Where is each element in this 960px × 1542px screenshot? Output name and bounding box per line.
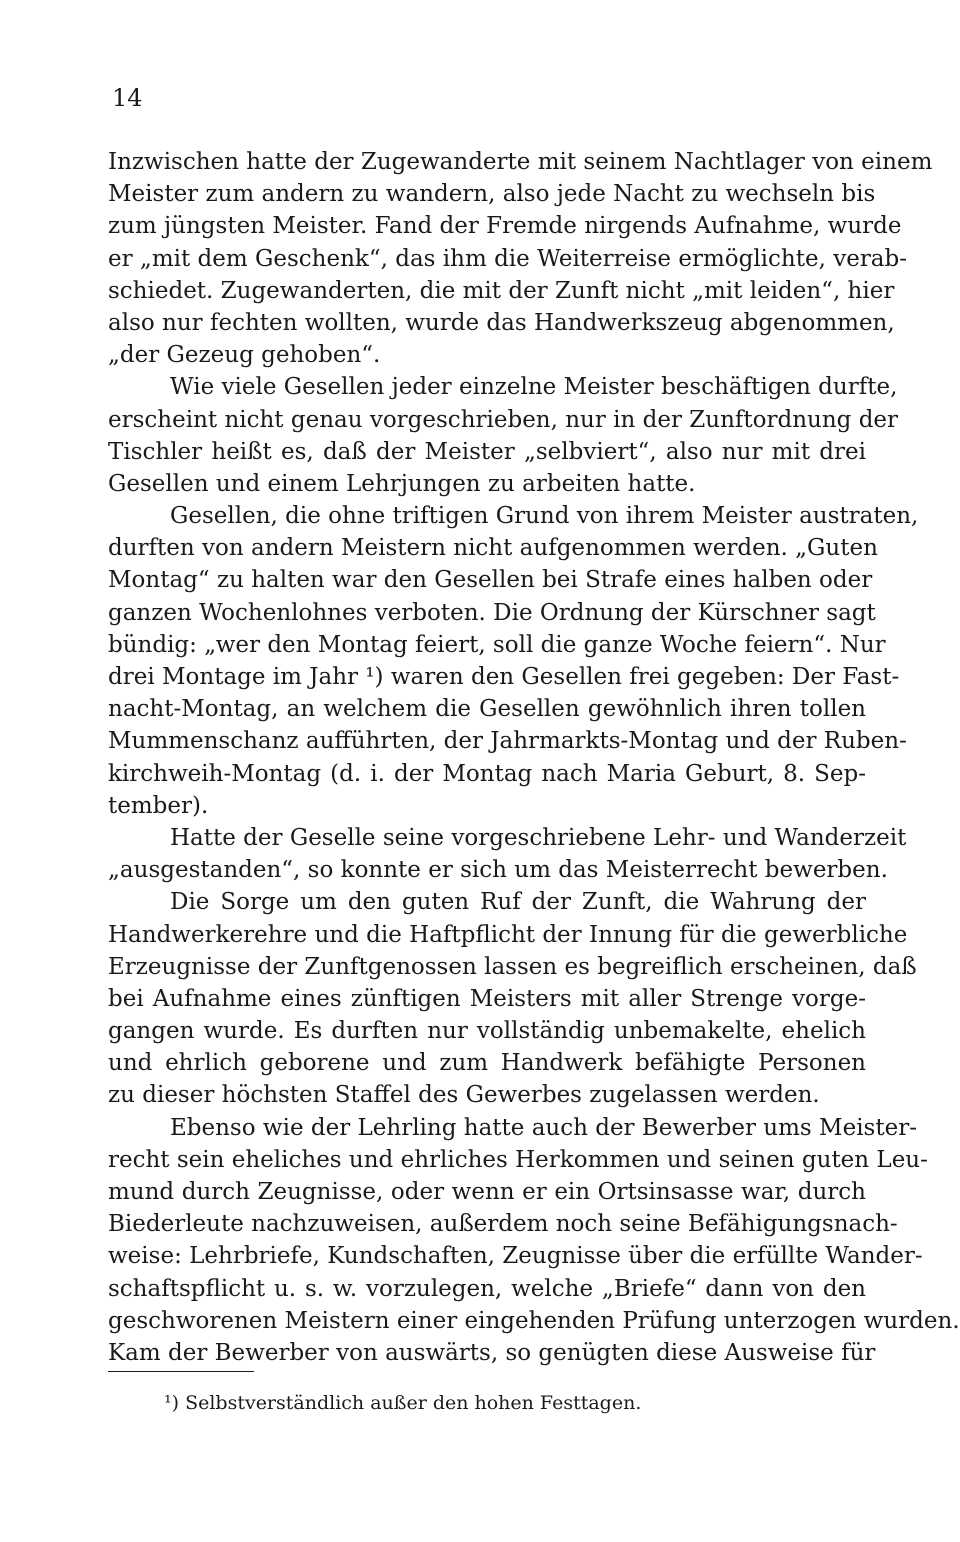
text-line: zu dieser höchsten Staffel des Gewerbes zugelassen werden. xyxy=(108,1082,820,1109)
body-text xyxy=(108,146,960,1369)
text-line: zum jüngsten Meister. Fand der Fremde nirgends Aufnahme, wurde xyxy=(108,213,902,240)
text-line: Biederleute nachzuweisen, außerdem noch seine Befähigungsnach- xyxy=(108,1211,898,1238)
text-line: also nur fechten wollten, wurde das Handwerkszeug abgenommen, xyxy=(108,309,895,336)
text-line: bündig: „wer den Montag feiert, soll die ganze Woche feiern“. Nur xyxy=(108,631,886,658)
text-line: erscheint nicht genau vorgeschrieben, nur in der Zunftordnung der xyxy=(108,406,899,433)
text-line: nacht-Montag, an welchem die Gesellen gewöhnlich ihren tollen xyxy=(108,696,866,723)
text-line: mund durch Zeugnisse, oder wenn er ein Ortsinsasse war, durch xyxy=(108,1179,866,1205)
text-line: Tischler heißt es, daß der Meister „selbviert“, also nur mit drei xyxy=(108,438,866,465)
text-line: Mummenschanz aufführten, der Jahrmarkts-Montag und der Ruben- xyxy=(108,728,907,755)
text-line: er „mit dem Geschenk“, das ihm die Weiterreise ermöglichte, verab- xyxy=(108,245,908,272)
text-line: weise: Lehrbriefe, Kundschaften, Zeugnisse über die erfüllte Wander- xyxy=(108,1243,923,1270)
footnote: ¹) Selbstverständlich außer den hohen Festtagen. xyxy=(164,1392,642,1414)
text-line: Wie viele Gesellen jeder einzelne Meister beschäftigen durfte, xyxy=(170,374,898,401)
text-line: „der Gezeug gehoben“. xyxy=(108,342,381,369)
text-line: kirchweih-Montag (d. i. der Montag nach Maria Geburt, 8. Sep- xyxy=(108,760,866,787)
text-line: Die Sorge um den guten Ruf der Zunft, die Wahrung der xyxy=(170,889,866,916)
text-line: und ehrlich geborene und zum Handwerk befähigte Personen xyxy=(108,1050,866,1077)
text-line: Handwerkerehre und die Haftpflicht der Innung für die gewerbliche xyxy=(108,921,908,948)
text-line: drei Montage im Jahr ¹) waren den Gesellen frei gegeben: Der Fast- xyxy=(108,664,900,690)
text-line: Meister zum andern zu wandern, also jede Nacht zu wechseln bis xyxy=(108,181,876,208)
text-line: Montag“ zu halten war den Gesellen bei Strafe eines halben oder xyxy=(108,567,873,594)
text-line: schaftspflicht u. s. w. vorzulegen, welche „Briefe“ dann von den xyxy=(108,1275,866,1302)
text-line: „ausgestanden“, so konnte er sich um das Meisterrecht bewerben. xyxy=(108,857,888,884)
footnote-divider xyxy=(108,1371,254,1372)
text-line: Gesellen und einem Lehrjungen zu arbeiten hatte. xyxy=(108,470,696,497)
text-line: Hatte der Geselle seine vorgeschriebene Lehr- und Wanderzeit xyxy=(170,824,907,851)
text-line: durften von andern Meistern nicht aufgenommen werden. „Guten xyxy=(108,535,878,562)
text-line: gangen wurde. Es durften nur vollständig unbemakelte, ehelich xyxy=(108,1018,866,1045)
text-line: Inzwischen hatte der Zugewanderte mit seinem Nachtlager von einem xyxy=(108,149,933,175)
text-line: Ebenso wie der Lehrling hatte auch der Bewerber ums Meister- xyxy=(170,1114,917,1141)
text-line: ganzen Wochenlohnes verboten. Die Ordnung der Kürschner sagt xyxy=(108,599,876,626)
text-line: tember). xyxy=(108,792,209,819)
text-line: recht sein eheliches und ehrliches Herkommen und seinen guten Leu- xyxy=(108,1146,928,1173)
text-line: Gesellen, die ohne triftigen Grund von ihrem Meister austraten, xyxy=(170,503,919,530)
text-line: schiedet. Zugewanderten, die mit der Zunft nicht „mit leiden“, hier xyxy=(108,277,895,304)
page-number: 14 xyxy=(112,84,143,112)
text-line: Kam der Bewerber von auswärts, so genügten diese Ausweise für xyxy=(108,1339,876,1366)
text-line: bei Aufnahme eines zünftigen Meisters mit aller Strenge vorge- xyxy=(108,985,866,1012)
text-line: Erzeugnisse der Zunftgenossen lassen es begreiflich erscheinen, daß xyxy=(108,953,917,980)
text-line: geschworenen Meistern einer eingehenden Prüfung unterzogen wurden. xyxy=(108,1307,960,1334)
